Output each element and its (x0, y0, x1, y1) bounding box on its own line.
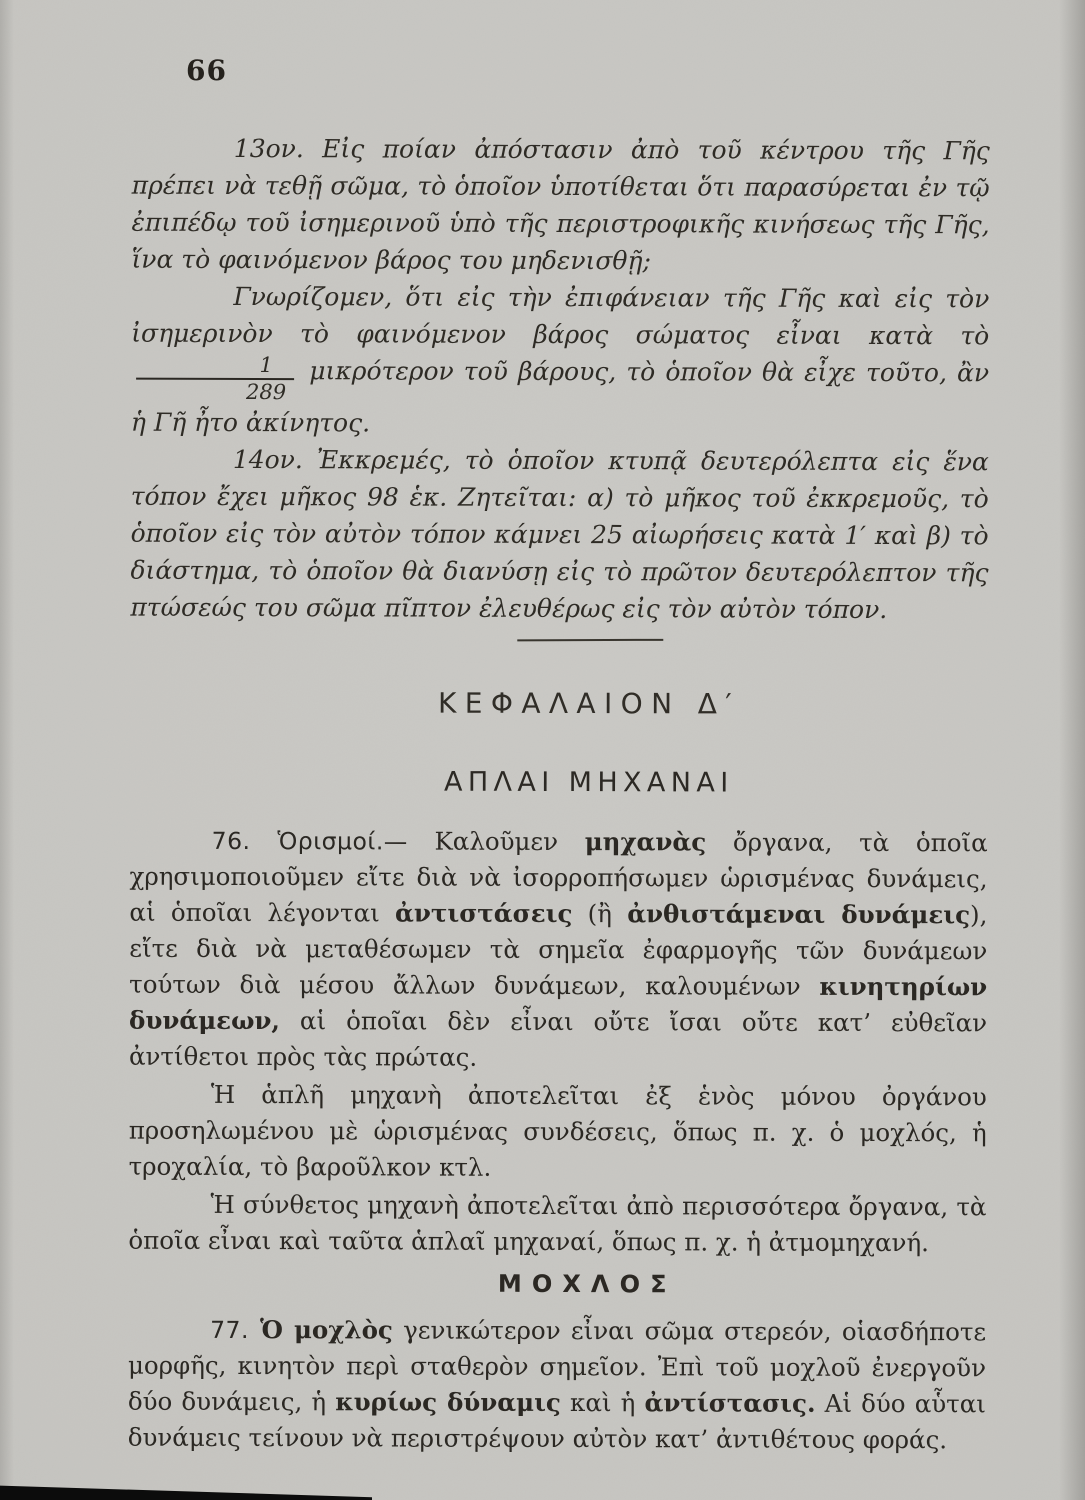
scan-right-edge-shadow (1059, 0, 1085, 1500)
term-kyrios-dynamis: κυρίως δύναμις (335, 1386, 561, 1417)
paragraph-76-text: ), εἴτε διὰ νὰ μεταθέσωμεν τὰ σημεῖα ἐφαρμογῆς τῶν δυνάμεων τούτων διὰ μέσου ἄλλων δυνάμεων, καλουμένων (129, 899, 988, 1001)
note-text-after-fraction: μικρότερον τοῦ βάρους, τὸ ὁποῖον θὰ εἶχε τοῦτο, ἂν ἡ Γῆ ἦτο ἀκίνητος. (130, 356, 990, 438)
paragraph-77-lever (128, 1311, 986, 1458)
paragraph-76-text: (ἢ (572, 898, 628, 928)
simple-machine-text: Ἡ ἁπλῆ μηχανὴ ἀποτελεῖται ἐξ ἑνὸς μόνου ὀργάνου προσηλωμένου μὲ ὡρισμένας συνδέσεις, ὅπως π. χ. ὁ μοχλός, ἡ τροχαλία, τὸ βαροῦλκον κτλ. (128, 1079, 987, 1182)
term-anthistamenai-dynameis: ἀνθιστάμεναι δυνάμεις (627, 898, 971, 929)
section-divider-rule (517, 638, 663, 641)
chapter-heading: ΚΕΦΑΛΑΙΟΝ Δ′ (438, 686, 741, 721)
term-antistaseis: ἀντιστάσεις (395, 898, 573, 928)
composite-machine-paragraph (128, 1186, 986, 1261)
page-number: 66 (186, 54, 227, 87)
fraction-denominator: 289 (136, 378, 294, 404)
simple-machine-paragraph (129, 1076, 987, 1187)
composite-machine-text: Ἡ σύνθετος μηχανὴ ἀποτελεῖται ἀπὸ περισσότερα ὄργανα, τὰ ὁποῖα εἶναι καὶ ταῦτα ἁπλαῖ μηχαναί, ὅπως π. χ. ἡ ἀτμομηχανή. (128, 1189, 987, 1257)
paragraph-77-number: 77. (210, 1315, 250, 1344)
note-text-before-fraction: Γνωρίζομεν, ὅτι εἰς τὴν ἐπιφάνειαν τῆς Γῆς καὶ εἰς τὸν ἰσημερινὸν τὸ φαινόμενον βάρος σώματος εἶναι κατὰ τὸ (131, 281, 990, 351)
lever-section-heading: ΜΟΧΛΟΣ (497, 1269, 677, 1298)
paragraph-77-text: Αἱ δύο αὗται δυνάμεις τείνουν νὰ περιστρέψουν αὐτὸν κατ’ ἀντιθέτους φοράς. (127, 1388, 986, 1454)
paragraph-77-text: καὶ ἡ (560, 1387, 645, 1417)
exercise-14-paragraph (130, 440, 989, 628)
scan-left-edge-shadow (0, 0, 14, 1500)
section-title-heading: ΑΠΛΑΙ ΜΗΧΑΝΑΙ (443, 766, 734, 799)
paragraph-76-text: Καλοῦμεν (407, 826, 585, 856)
fraction-1-over-289 (136, 354, 294, 404)
paragraph-77-text: γενικώτερον εἶναι σῶμα στερεόν, οἱασδήποτε μορφῆς, κινητὸν περὶ σταθερὸν σημεῖον. Ἐπὶ τοῦ μοχλοῦ ἐνεργοῦν δύο δυνάμεις, ἡ (127, 1315, 987, 1416)
paragraph-76-text: αἱ ὁποῖαι δὲν εἶναι οὔτε ἴσαι οὔτε κατ’ εὐθεῖαν ἀντίθετοι πρὸς τὰς πρώτας. (128, 1005, 988, 1072)
text-column (128, 0, 991, 1458)
exercise-14-text: 14ον. Ἐκκρεμές, τὸ ὁποῖον κτυπᾷ δευτερόλεπτα εἰς ἕνα τόπον ἔχει μῆκος 98 ἑκ. Ζητεῖται: α) τὸ μῆκος τοῦ ἐκκρεμοῦς, τὸ ὁποῖον εἰς τὸν αὐτὸν τόπον κάμνει 25 αἰωρήσεις κατὰ 1′ καὶ β) τὸ διάστημα, τὸ ὁποῖον θὰ διανύσῃ εἰς τὸ πρῶτον δευτερόλεπτον τῆς πτώσεώς του σῶμα πῖπτον ἐλευθέρως εἰς τὸν αὐτὸν τόπον. (130, 444, 989, 624)
scan-bottom-corner-artifact (0, 1480, 372, 1500)
exercise-13-paragraph (131, 130, 989, 281)
paragraph-76-text: ὄργανα, τὰ ὁποῖα χρησιμοποιοῦμεν εἴτε διὰ νὰ ἰσορροπήσωμεν ὡρισμένας δυνάμεις, αἱ ὁποῖαι λέγονται (129, 827, 988, 928)
term-antistasis: ἀντίστασις. (644, 1387, 816, 1418)
fraction-numerator: 1 (259, 353, 273, 378)
term-kinitirion-dynameon: κινητηρίων δυνάμεων, (129, 971, 988, 1035)
weight-note-paragraph (131, 278, 990, 443)
paragraph-76-number-and-term: 76. Ὁρισμοί.— (211, 826, 408, 856)
term-michanas: μηχανὰς (584, 826, 707, 857)
term-o-mochlos: Ὁ μοχλὸς (248, 1314, 393, 1345)
exercise-13-text: 13ον. Εἰς ποίαν ἀπόστασιν ἀπὸ τοῦ κέντρου τῆς Γῆς πρέπει νὰ τεθῇ σῶμα, τὸ ὁποῖον ὑποτίθεται ὅτι παρασύρεται ἐν τῷ ἐπιπέδῳ τοῦ ἰσημερινοῦ ὑπὸ τῆς περιστροφικῆς κινήσεως τῆς Γῆς, ἵνα τὸ φαινόμενον βάρος του μηδενισθῇ; (131, 133, 990, 276)
paragraph-76-definitions (129, 822, 988, 1077)
